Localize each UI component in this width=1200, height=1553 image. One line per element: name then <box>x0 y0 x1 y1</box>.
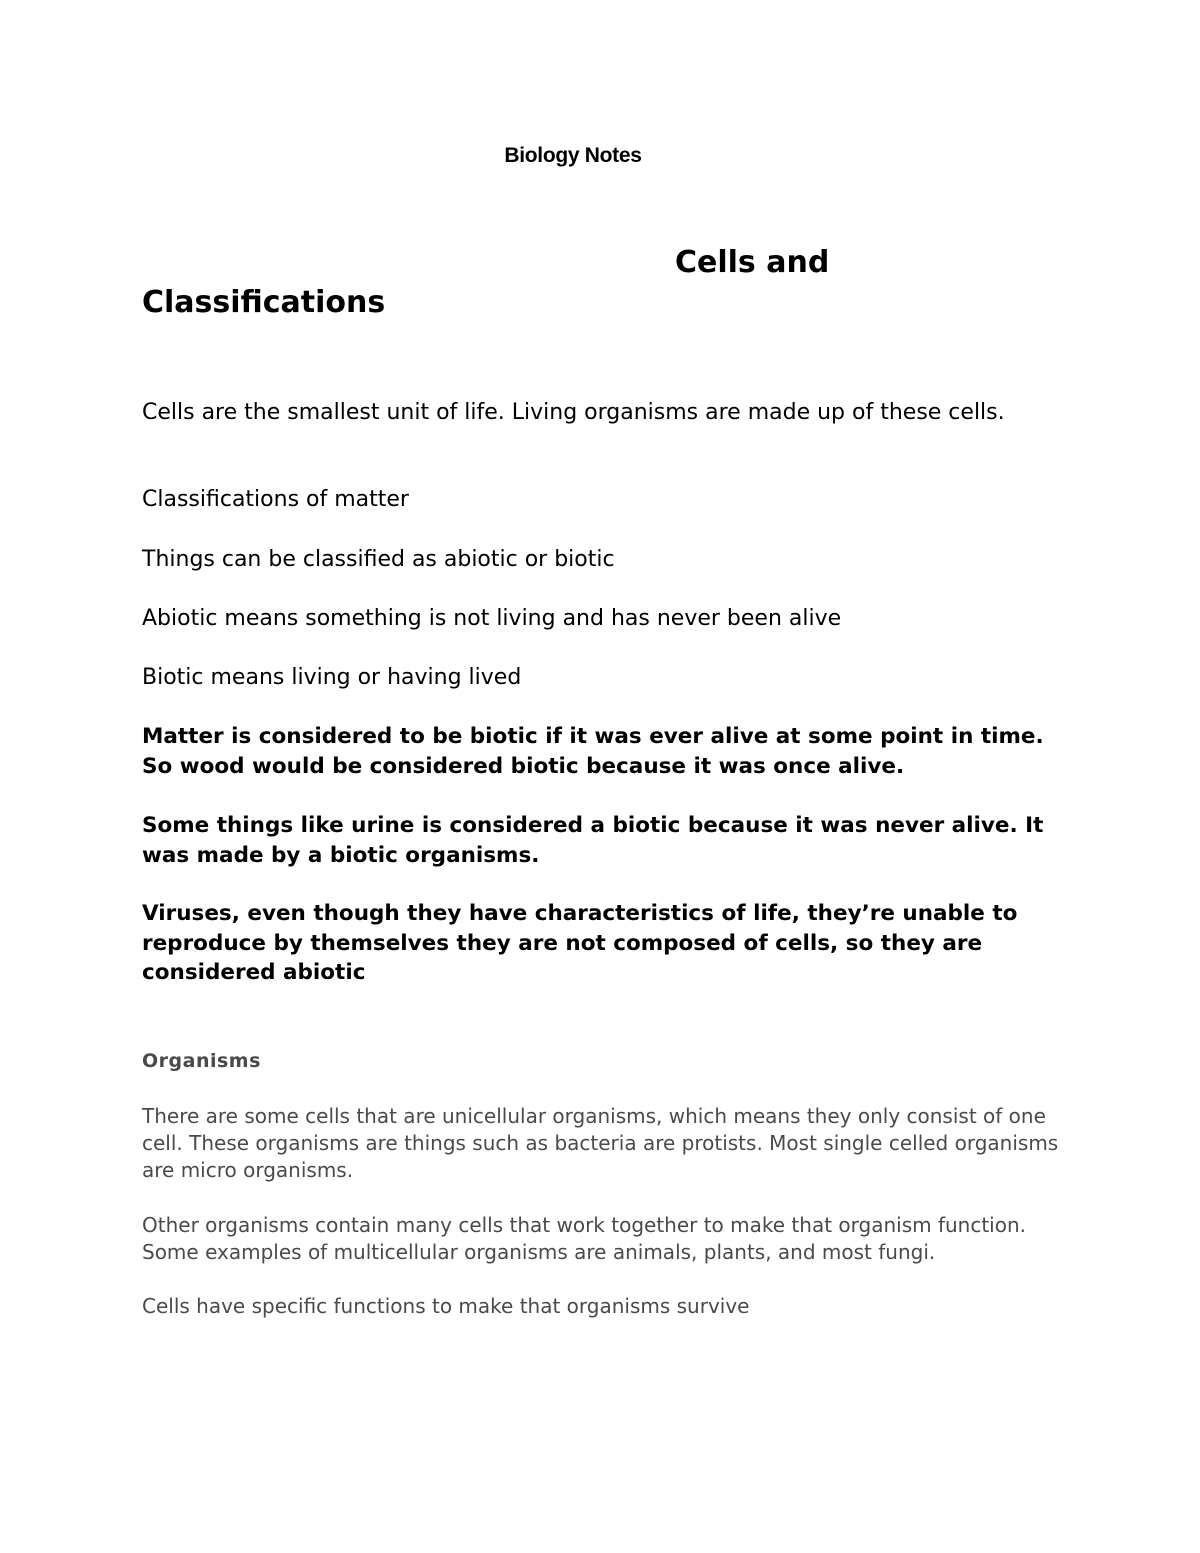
main-heading-line-2: Classifications <box>142 285 386 320</box>
paragraph-urine-example: Some things like urine is considered a biotic because it was never alive. It was made by a biotic organisms. <box>142 813 1044 868</box>
document-title: Biology Notes <box>504 144 642 167</box>
paragraph-unicellular: There are some cells that are unicellular organisms, which means they only consist of one cell. These organisms are things such as bacteria are protists. Most single celled organisms are micro organisms. <box>142 1104 1059 1183</box>
main-heading-line-1: Cells and <box>675 245 830 280</box>
paragraph-cells-definition: Cells are the smallest unit of life. Living organisms are made up of these cells. <box>142 400 1005 425</box>
paragraph-cell-functions: Cells have specific functions to make that organisms survive <box>142 1294 750 1318</box>
paragraph-abiotic-or-biotic: Things can be classified as abiotic or biotic <box>142 547 615 572</box>
paragraph-matter-biotic: Matter is considered to be biotic if it was ever alive at some point in time. So wood would be considered biotic because it was once alive. <box>142 724 1044 779</box>
paragraph-multicellular: Other organisms contain many cells that work together to make that organism function. Some examples of multicellular organisms are animals, plants, and most fungi. <box>142 1213 1027 1265</box>
paragraph-classifications-of-matter: Classifications of matter <box>142 487 409 512</box>
paragraph-viruses: Viruses, even though they have characteristics of life, they’re unable to reproduce by themselves they are not composed of cells, so they are considered abiotic <box>142 901 1018 985</box>
paragraph-biotic-definition: Biotic means living or having lived <box>142 665 522 690</box>
section-heading-organisms: Organisms <box>142 1050 261 1072</box>
paragraph-abiotic-definition: Abiotic means something is not living and has never been alive <box>142 606 842 631</box>
